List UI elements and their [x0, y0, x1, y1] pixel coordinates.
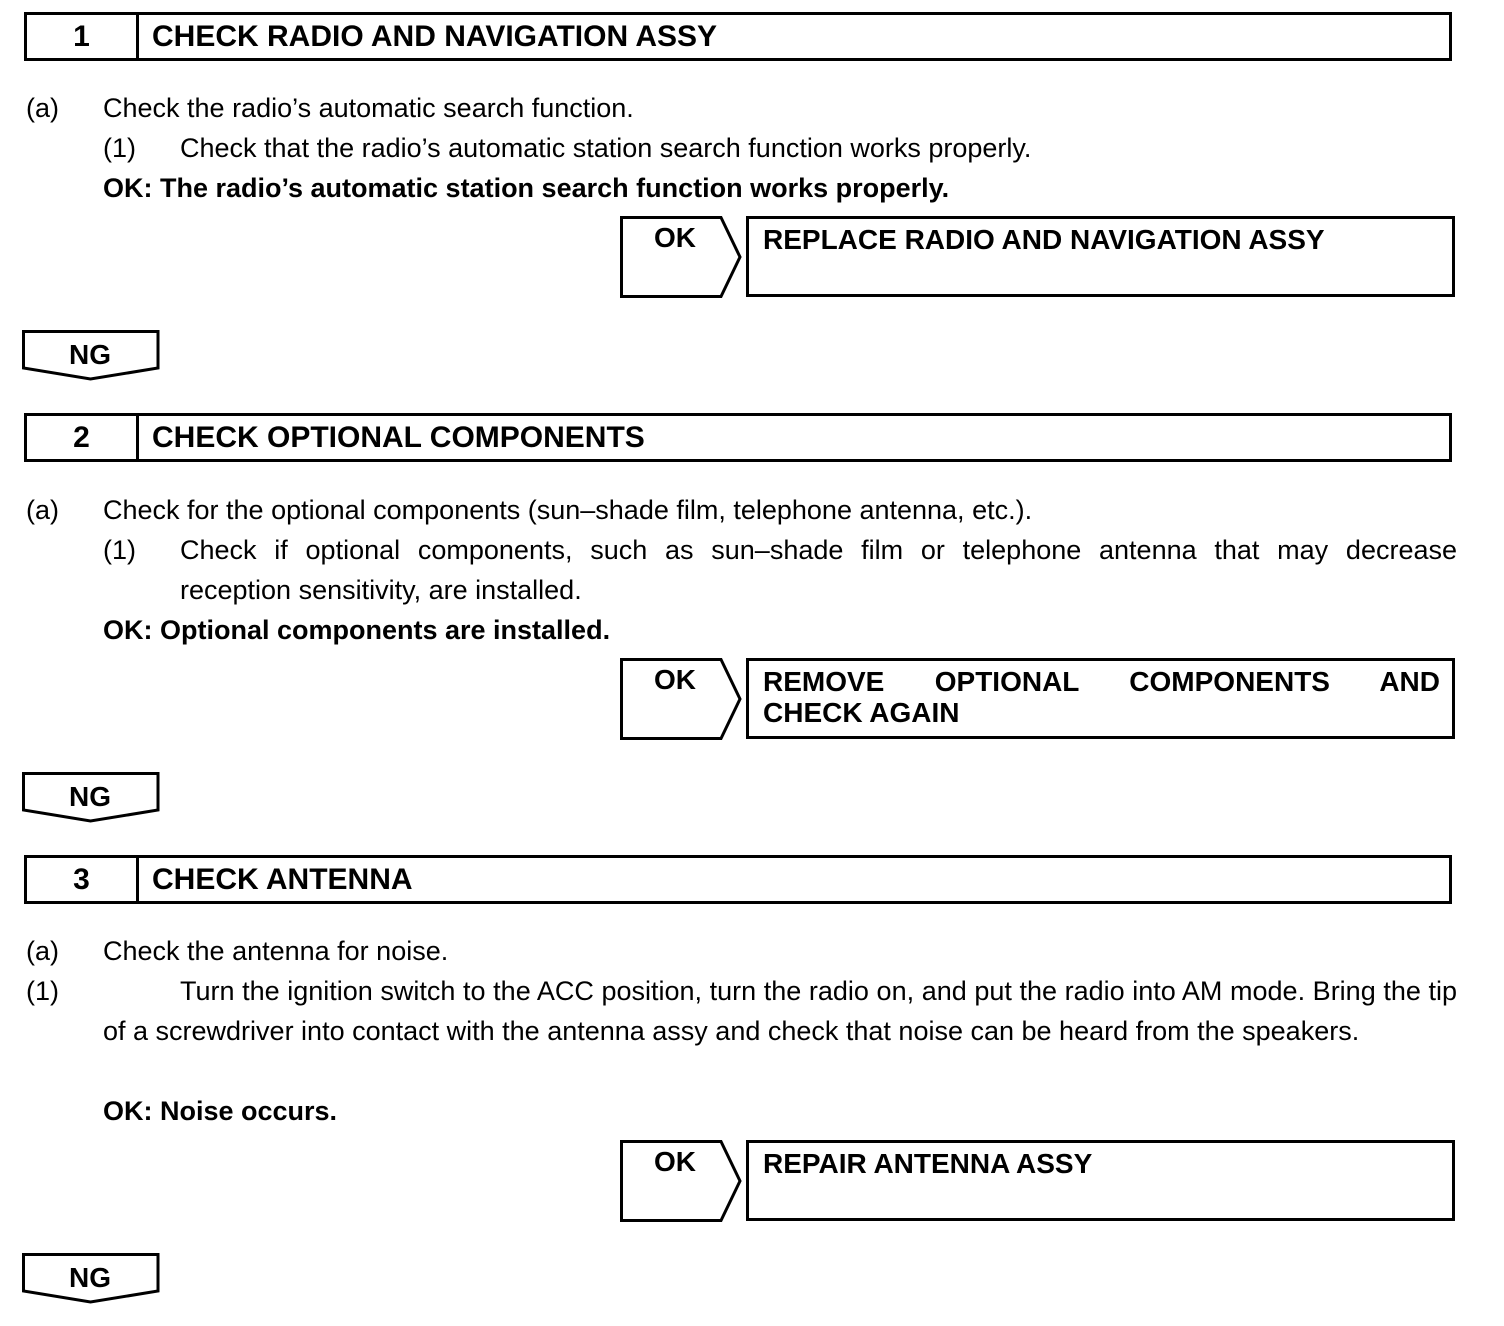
step-title: CHECK ANTENNA [152, 862, 413, 896]
ok-branch-tab [620, 1140, 742, 1223]
ok-label: OK [654, 222, 696, 253]
step-number: 3 [27, 858, 139, 901]
item-text: Check the radio’s automatic search function. [103, 93, 634, 123]
ok-criteria: OK: Optional components are installed. [103, 615, 611, 645]
ng-branch-tab [22, 772, 160, 824]
sub-item-text-line1: Check if optional components, such as sun–shade film or telephone antenna that may decrease [180, 535, 1457, 565]
ok-criteria: OK: Noise occurs. [103, 1096, 338, 1126]
ok-criteria: OK: The radio’s automatic station search function works properly. [103, 173, 950, 203]
ok-result-text-line1: REMOVE OPTIONAL COMPONENTS AND [763, 666, 1440, 697]
ok-result-box [746, 216, 1455, 297]
ok-result-box [746, 1140, 1455, 1221]
ok-result-text: REPAIR ANTENNA ASSY [763, 1148, 1093, 1179]
sub-item-label: (1) [103, 535, 136, 565]
sub-item-text: Check that the radio’s automatic station search function works properly. [180, 133, 1032, 163]
sub-item-text-line2: reception sensitivity, are installed. [180, 575, 582, 605]
ok-label: OK [654, 1146, 696, 1177]
step-number: 1 [27, 15, 139, 58]
ok-result-text: REPLACE RADIO AND NAVIGATION ASSY [763, 224, 1325, 255]
item-label: (a) [26, 495, 59, 525]
ng-branch-tab [22, 1253, 160, 1305]
step-number: 2 [27, 416, 139, 459]
ng-branch-tab [22, 330, 160, 382]
ok-label: OK [654, 664, 696, 695]
sub-item-label: (1) [26, 976, 59, 1006]
sub-item-label: (1) [103, 133, 136, 163]
ok-branch-tab [620, 658, 742, 741]
step-1-header [24, 12, 1452, 61]
ok-branch-tab [620, 216, 742, 299]
item-label: (a) [26, 93, 59, 123]
item-text: Check the antenna for noise. [103, 936, 449, 966]
step-3-header [24, 855, 1452, 904]
sub-item-text: Turn the ignition switch to the ACC position, turn the radio on, and put the radio into AM mode. Bring the tip of a screwdriver into contact with the antenna assy and check that noise can be heard from the speakers. [103, 976, 1457, 1046]
step-2-header [24, 413, 1452, 462]
ng-label: NG [69, 339, 111, 370]
sub-item-paragraph [26, 971, 1457, 1051]
ok-result-text-line2: CHECK AGAIN [763, 697, 960, 728]
item-text: Check for the optional components (sun–shade film, telephone antenna, etc.). [103, 495, 1033, 525]
ng-label: NG [69, 781, 111, 812]
step-title: CHECK RADIO AND NAVIGATION ASSY [152, 19, 718, 53]
ng-label: NG [69, 1262, 111, 1293]
step-title: CHECK OPTIONAL COMPONENTS [152, 420, 645, 454]
ok-result-box [746, 658, 1455, 739]
item-label: (a) [26, 936, 59, 966]
